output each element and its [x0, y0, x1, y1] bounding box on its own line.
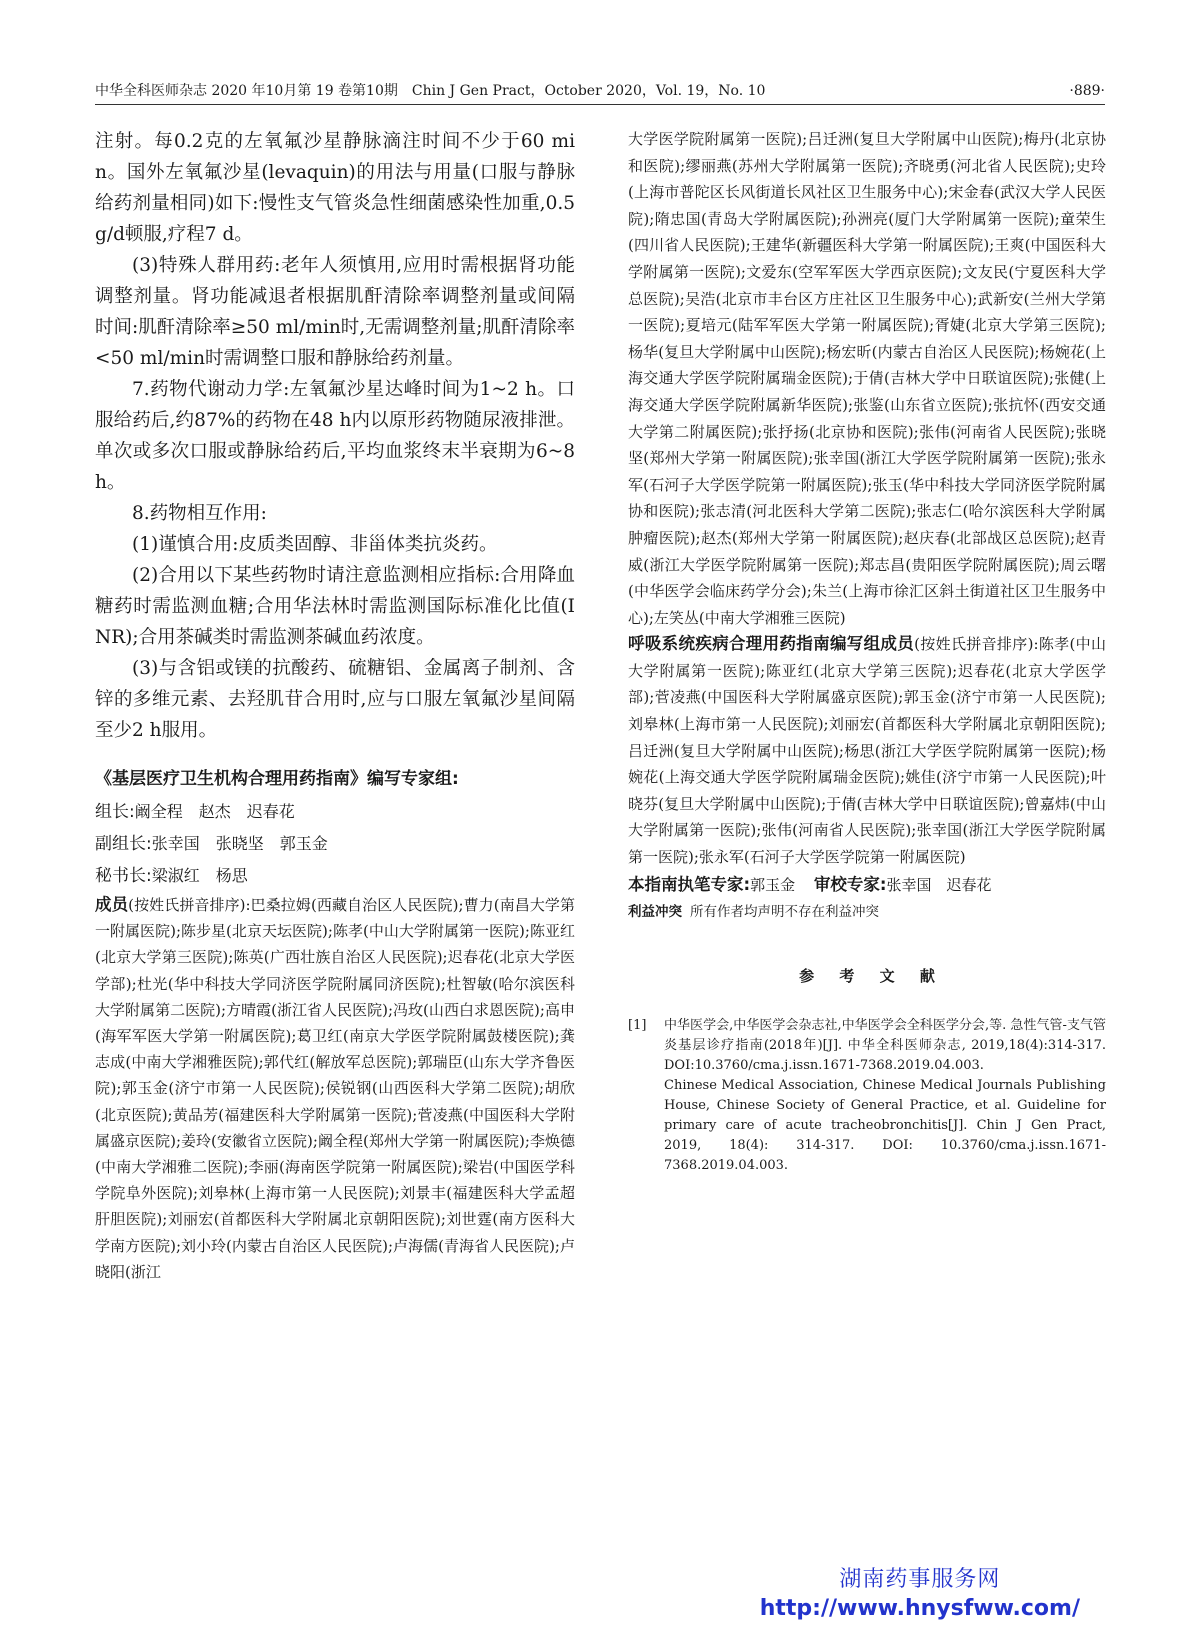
respiratory-group-text: (按姓氏拼音排序):陈孝(中山大学附属第一医院);陈亚红(北京大学第三医院);迟春花(北京大学医学部);菅凌燕(中国医科大学附属盛京医院);郭玉金(济宁市第一人民医院);刘皋林(上海市第一人民医院);刘丽宏(首都医科大学附属北京朝阳医院);吕迁洲(复旦大学附属中山医院);杨思(浙江大学医学院附属第一医院);杨婉花(上海交通大学医学院附属瑞金医院);姚佳(济宁市第一人民医院);叶晓芬(复旦大学附属中山医院);于倩(吉林大学中日联谊医院);曾嘉炜(中山大学附属第一医院);张伟(河南省人民医院);张幸国(浙江大学医学院附属第一医院);张永军(石河子大学医学院第一附属医院) — [628, 635, 1106, 867]
members-text: (按姓氏拼音排序):巴桑拉姆(西藏自治区人民医院);曹力(南昌大学第一附属医院);陈步星(北京天坛医院);陈孝(中山大学附属第一医院);陈亚红(北京大学第三医院);陈英(广西壮族自治区人民医院);迟春花(北京大学医学部);杜光(华中科技大学同济医学院附属同济医院);杜智敏(哈尔滨医科大学附属第二医院);方晴霞(浙江省人民医院);冯玫(山西白求恩医院);高申(海军军医大学第一附属医院);葛卫红(南京大学医学院附属鼓楼医院);龚志成(中南大学湘雅医院);郭代红(解放军总医院);郭瑞臣(山东大学齐鲁医院);郭玉金(济宁市第一人民医院);侯锐钢(山西医科大学第二医院);胡欣(北京医院);黄品芳(福建医科大学附属第一医院);菅凌燕(中国医科大学附属盛京医院);姜玲(安徽省立医院);阚全程(郑州大学第一附属医院);李焕德(中南大学湘雅二医院);李丽(海南医学院第一附属医院);梁岩(中国医学科学院阜外医院);刘皋林(上海市第一人民医院);刘景丰(福建医科大学孟超肝胆医院);刘丽宏(首都医科大学附属北京朝阳医院);刘世霆(南方医科大学南方医院);刘小玲(内蒙古自治区人民医院);卢海儒(青海省人民医院);卢晓阳(浙江 — [95, 896, 575, 1281]
paragraph-interaction-1: (1)谨慎合用:皮质类固醇、非甾体类抗炎药。 — [132, 534, 498, 555]
secretary-line — [95, 860, 575, 892]
running-header — [95, 78, 1105, 104]
paragraph-dosage-cont: 注射。每0.2克的左氧氟沙星静脉滴注时间不少于60 min。国外左氧氟沙星(levaquin)的用法与用量(口服与静脉给药剂量相同)如下:慢性支气管炎急性细菌感染性加重,0.5 g/d顿服,疗程7 d。 — [95, 131, 575, 245]
header-rule — [95, 104, 1105, 105]
watermark-name: 湖南药事服务网 — [839, 1567, 1001, 1592]
references-title: 参 考 文 献 — [799, 966, 945, 985]
reference-english: Chinese Medical Association, Chinese Medical Journals Publishing House, Chinese Society of General Practice, et al. Guideline for primary care of acute tracheobronchitis[J]. Chin J Gen Pract, 2019, 18(4): 314-317. DOI: 10.3760/cma.j.issn.1671-7368.2019.04.003. — [664, 1077, 1106, 1173]
paragraph-interaction-3: (3)与含铝或镁的抗酸药、硫糖铝、金属离子制剂、含锌的多维元素、去羟肌苷合用时,应与口服左氧氟沙星间隔至少2 h服用。 — [95, 658, 575, 741]
site-watermark — [760, 1566, 1080, 1624]
members-list — [95, 892, 575, 1285]
conflict-of-interest — [628, 901, 1106, 923]
journal-citation: 中华全科医师杂志 2020 年10月第 19 卷第10期 Chin J Gen Pract，October 2020，Vol. 19，No. 10 — [95, 83, 766, 99]
respiratory-group-members — [628, 631, 1106, 870]
paragraph-interactions-heading: 8.药物相互作用: — [132, 503, 267, 524]
group-leader-label: 组长: — [95, 802, 135, 822]
paragraph-special-populations: (3)特殊人群用药:老年人须慎用,应用时需根据肾功能调整剂量。肾功能减退者根据肌酐清除率调整剂量或间隔时间:肌酐清除率≥50 ml/min时,无需调整剂量;肌酐清除率<50 ml/min时需调整口服和静脉给药剂量。 — [95, 255, 575, 369]
writer-name: 郭玉金 — [750, 875, 796, 894]
deputy-leader-names: 张幸国 张晓坚 郭玉金 — [151, 834, 328, 853]
watermark-url: http://www.hnysfww.com/ — [759, 1596, 1080, 1621]
paragraph-pharmacokinetics: 7.药物代谢动力学:左氧氟沙星达峰时间为1~2 h。口服给药后,约87%的药物在48 h内以原形药物随尿液排泄。单次或多次口服或静脉给药后,平均血浆终末半衰期为6~8 h。 — [95, 379, 575, 493]
reference-item — [628, 1016, 1106, 1176]
paragraph-interaction-2: (2)合用以下某些药物时请注意监测相应指标:合用降血糖药时需监测血糖;合用华法林时需监测国际标准化比值(INR);合用茶碱类时需监测茶碱血药浓度。 — [95, 565, 575, 648]
members-list-continued: 大学医学院附属第一医院);吕迁洲(复旦大学附属中山医院);梅丹(北京协和医院);缪丽燕(苏州大学附属第一医院);齐晓勇(河北省人民医院);史玲(上海市普陀区长风街道长风社区卫生服务中心);宋金春(武汉大学人民医院);隋忠国(青岛大学附属医院);孙洲亮(厦门大学附属第一医院);童荣生(四川省人民医院);王建华(新疆医科大学第一附属医院);王爽(中国医科大学附属第一医院);文爱东(空军军医大学西京医院);文友民(宁夏医科大学总医院);吴浩(北京市丰台区方庄社区卫生服务中心);武新安(兰州大学第一医院);夏培元(陆军军医大学第一附属医院);胥婕(北京大学第三医院);杨华(复旦大学附属中山医院);杨宏昕(内蒙古自治区人民医院);杨婉花(上海交通大学医学院附属瑞金医院);于倩(吉林大学中日联谊医院);张健(上海交通大学医学院附属新华医院);张鉴(山东省立医院);张抗怀(西安交通大学第二附属医院);张抒扬(北京协和医院);张伟(河南省人民医院);张晓坚(郑州大学第一附属医院);张幸国(浙江大学医学院附属第一医院);张永军(石河子大学医学院第一附属医院);张玉(华中科技大学同济医学院附属协和医院);张志清(河北医科大学第二医院);张志仁(哈尔滨医科大学附属肿瘤医院);赵杰(郑州大学第一附属医院);赵庆春(北部战区总医院);赵青威(浙江大学医学院附属第一医院);郑志昌(贵阳医学院附属医院);周云曙(中华医学会临床药学分会);朱兰(上海市徐汇区斜土街道社区卫生服务中心);左笑丛(中南大学湘雅三医院) — [628, 130, 1106, 627]
coi-label: 利益冲突 — [628, 903, 682, 920]
writer-reviewer-line — [628, 871, 1106, 899]
coi-text: 所有作者均声明不存在利益冲突 — [690, 903, 879, 920]
secretary-names: 梁淑红 杨思 — [151, 866, 248, 885]
respiratory-group-label: 呼吸系统疾病合理用药指南编写组成员 — [628, 634, 915, 654]
secretary-label: 秘书长: — [95, 866, 152, 886]
right-column — [628, 126, 1106, 1636]
reviewer-names: 张幸国 迟春花 — [886, 875, 992, 894]
page-number: ·889· — [1069, 83, 1105, 99]
group-leader-names: 阚全程 赵杰 迟春花 — [134, 802, 295, 821]
members-label: 成员 — [95, 895, 129, 914]
reference-chinese: 中华医学会,中华医学会杂志社,中华医学会全科医学分会,等. 急性气管-支气管炎基层诊疗指南(2018年)[J]. 中华全科医师杂志, 2019,18(4):314-317. DOI:10.3760/cma.j.issn.1671-7368.2019.04.003. — [664, 1017, 1106, 1073]
reference-number: [1] — [628, 1017, 647, 1033]
left-column — [95, 126, 575, 1636]
group-leader-line — [95, 796, 575, 828]
deputy-leader-label: 副组长: — [95, 834, 152, 854]
writer-label: 本指南执笔专家: — [628, 874, 751, 894]
deputy-leader-line — [95, 828, 575, 860]
reviewer-label: 审校专家: — [813, 874, 887, 894]
expert-group-title: 《基层医疗卫生机构合理用药指南》编写专家组: — [95, 769, 459, 789]
